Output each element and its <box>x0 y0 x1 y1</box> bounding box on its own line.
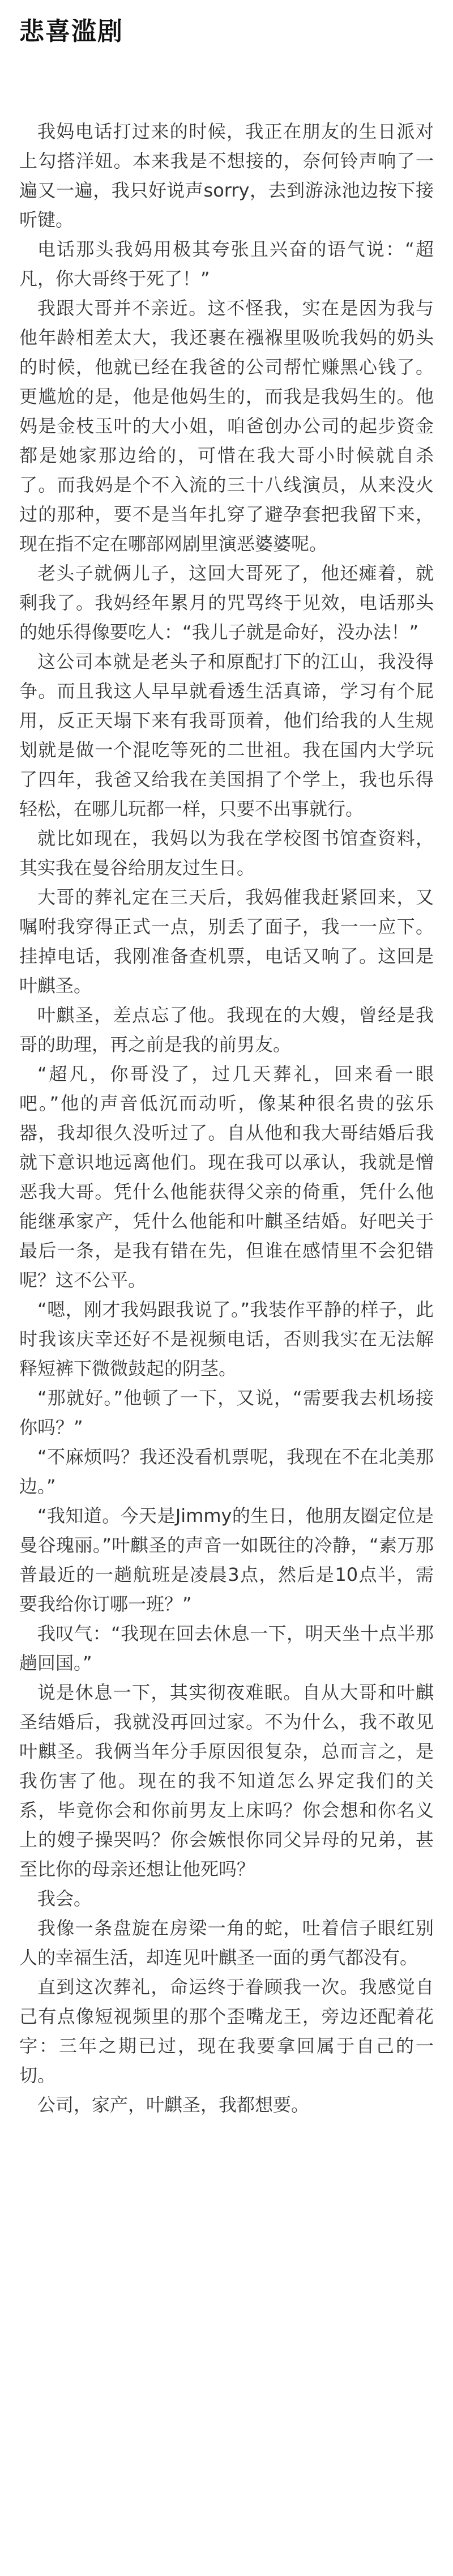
article-paragraph: 直到这次葬礼，命运终于眷顾我一次。我感觉自己有点像短视频里的那个歪嘴龙王，旁边还配着花字：三年之期已过，现在我要拿回属于自己的一切。 <box>19 1976 434 2086</box>
article-paragraph: 老头子就俩儿子，这回大哥死了，他还瘫着，就剩我了。我妈经年累月的咒骂终于见效，电话那头的她乐得像要吃人：“我儿子就是命好，没办法！” <box>19 562 434 643</box>
article-paragraph: 公司，家产，叶麒圣，我都想要。 <box>37 2094 310 2116</box>
article-paragraph: 这公司本就是老头子和原配打下的江山，我没得争。而且我这人早早就看透生活真谛，学习有个屁用，反正天塌下来有我哥顶着，他们给我的人生规划就是做一个混吃等死的二世祖。我在国内大学玩了四年，我爸又给我在美国捐了个学上，我也乐得轻松，在哪儿玩都一样，只要不出事就行。 <box>19 651 434 820</box>
article-paragraph: 我妈电话打过来的时候，我正在朋友的生日派对上勾搭洋妞。本来我是不想接的，奈何铃声响了一遍又一遍，我只好说声sorry，去到游泳池边按下接听键。 <box>19 121 434 231</box>
article-paragraph: 我跟大哥并不亲近。这不怪我，实在是因为我与他年龄相差太大，我还裹在襁褓里吸吮我妈的奶头的时候，他就已经在我爸的公司帮忙赚黑心钱了。更尴尬的是，他是他妈生的，而我是我妈生的。他妈是金枝玉叶的大小姐，咱爸创办公司的起步资金都是她家那边给的，可惜在我大哥小时候就自杀了。而我妈是个不入流的三十八线演员，从来没火过的那种，要不是当年扎穿了避孕套把我留下来，现在指不定在哪部网剧里演恶婆婆呢。 <box>19 297 434 555</box>
article-paragraph: “超凡，你哥没了，过几天葬礼，回来看一眼吧。”他的声音低沉而动听，像某种很名贵的弦乐器，我却很久没听过了。自从他和我大哥结婚后我就下意识地远离他们。现在我可以承认，我就是憎恶我大哥。凭什么他能获得父亲的倚重，凭什么他能继承家产，凭什么他能和叶麒圣结婚。好吧关于最后一条，是我有错在先，但谁在感情里不会犯错呢？这不公平。 <box>19 1063 434 1291</box>
article-paragraph: 叶麒圣，差点忘了他。我现在的大嫂，曾经是我哥的助理，再之前是我的前男友。 <box>19 1004 434 1055</box>
article-paragraph: 说是休息一下，其实彻夜难眠。自从大哥和叶麒圣结婚后，我就没再回过家。不为什么，我不敢见叶麒圣。我俩当年分手原因很复杂，总而言之，是我伤害了他。现在的我不知道怎么界定我们的关系，毕竟你会和你前男友上床吗？你会想和你名义上的嫂子操哭吗？你会嫉恨你同父异母的兄弟，甚至比你的母亲还想让他死吗？ <box>19 1682 434 1880</box>
article-paragraph: “那就好。”他顿了一下，又说，“需要我去机场接你吗？” <box>19 1387 434 1438</box>
article-paragraph: 电话那头我妈用极其夸张且兴奋的语气说：“超凡，你大哥终于死了！” <box>19 238 434 289</box>
article-paragraph: “嗯，刚才我妈跟我说了。”我装作平静的样子，此时我该庆幸还好不是视频电话，否则我实在无法解释短裤下微微鼓起的阴茎。 <box>19 1299 434 1379</box>
article-paragraph: “不麻烦吗？我还没看机票呢，我现在不在北美那边。” <box>19 1446 434 1497</box>
article-paragraph: 大哥的葬礼定在三天后，我妈催我赶紧回来，又嘱咐我穿得正式一点，别丢了面子，我一一应下。挂掉电话，我刚准备查机票，电话又响了。这回是叶麒圣。 <box>19 886 434 996</box>
article-paragraph: 我叹气：“我现在回去休息一下，明天坐十点半那趟回国。” <box>19 1623 434 1674</box>
article-paragraph: 我会。 <box>37 1888 92 1909</box>
article-paragraph: 我像一条盘旋在房梁一角的蛇，吐着信子眼红别人的幸福生活，却连见叶麒圣一面的勇气都没有。 <box>19 1917 434 1968</box>
article-title: 悲喜滥剧 <box>19 17 123 46</box>
article-paragraph: 就比如现在，我妈以为我在学校图书馆查资料，其实我在曼谷给朋友过生日。 <box>19 828 434 878</box>
article-body <box>19 117 434 2119</box>
article-paragraph: “我知道。今天是Jimmy的生日，他朋友圈定位是曼谷瑰丽。”叶麒圣的声音一如既往的冷静，“素万那普最近的一趟航班是凌晨3点，然后是10点半，需要我给你订哪一班？” <box>19 1505 434 1615</box>
